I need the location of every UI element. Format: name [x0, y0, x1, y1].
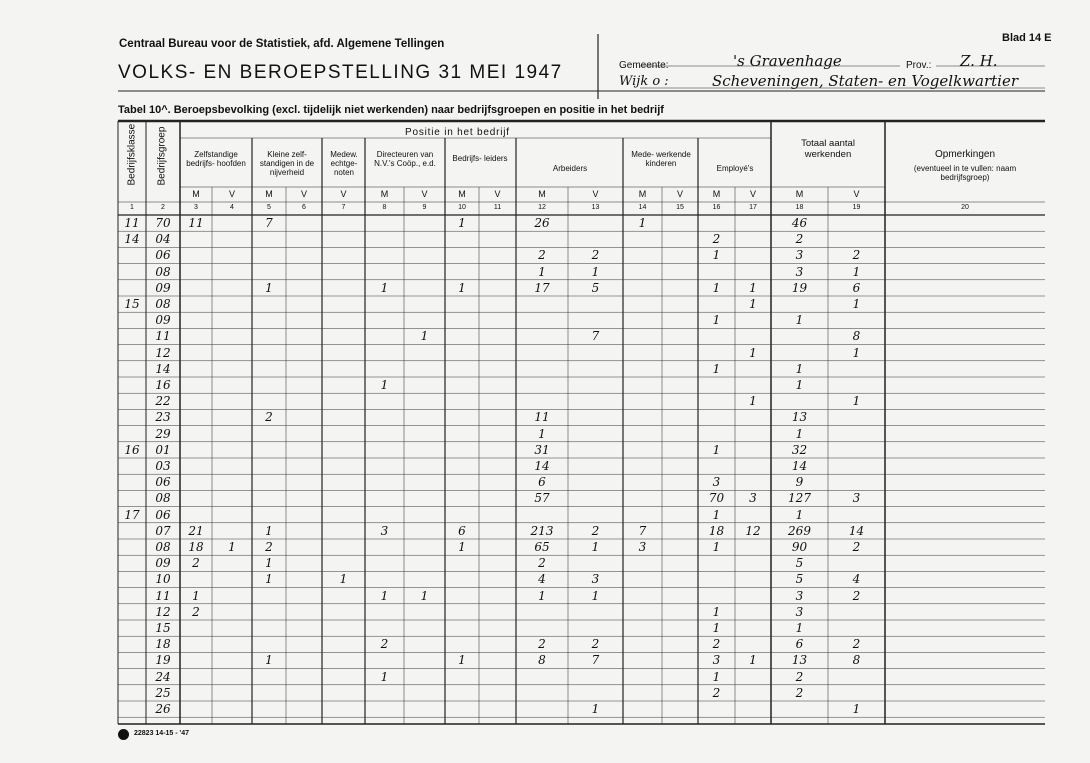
bedrijfsgroep-cell: 04 [155, 232, 171, 247]
value-cell: 269 [788, 523, 811, 538]
value-cell: 2 [852, 588, 861, 603]
bedrijfsgroep-cell: 09 [155, 556, 171, 571]
value-cell: 1 [265, 572, 273, 587]
form-title: VOLKS- EN BEROEPSTELLING 31 MEI 1947 [118, 62, 563, 83]
bedrijfsklasse-cell: 17 [124, 507, 140, 522]
value-cell: 2 [538, 556, 546, 571]
value-cell: 57 [534, 491, 550, 506]
value-cell: 1 [265, 523, 273, 538]
value-cell: 1 [749, 653, 757, 668]
value-cell: 1 [749, 280, 757, 295]
value-cell: 3 [795, 604, 804, 619]
value-cell: 1 [712, 507, 721, 522]
value-cell: 1 [712, 313, 721, 328]
bedrijfsgroep-cell: 07 [155, 523, 171, 538]
value-cell: 12 [745, 523, 761, 538]
value-cell: 2 [380, 637, 389, 652]
value-cell: 2 [192, 556, 200, 571]
value-cell: 90 [791, 540, 808, 554]
col-totaal: Totaal aantal werkenden [801, 138, 855, 160]
value-cell: 3 [638, 540, 647, 554]
value-cell: 1 [538, 426, 546, 441]
value-cell: 1 [712, 248, 721, 263]
value-cell: 17 [534, 280, 550, 295]
value-cell: 4 [852, 572, 861, 587]
value-cell: 1 [852, 702, 861, 716]
table-title: Tabel 10^. Beroepsbevolking (excl. tijdelijk niet werkenden) naar bedrijfsgroepen en positie in het bedrijf [118, 104, 664, 116]
value-cell: 1 [795, 621, 804, 635]
value-cell: 1 [380, 378, 389, 392]
col-leiders: Bedrijfs- leiders [452, 154, 508, 163]
gender-label: V [676, 189, 683, 199]
bedrijfsgroep-cell: 19 [155, 653, 171, 668]
district-label: Wijk o : [619, 74, 669, 89]
value-cell: 1 [852, 264, 861, 279]
column-number: 9 [422, 204, 427, 211]
province-label: Prov.: [906, 60, 932, 71]
bedrijfsgroep-cell: 01 [155, 442, 171, 457]
value-cell: 127 [788, 491, 811, 506]
value-cell: 1 [712, 280, 721, 295]
value-cell: 3 [380, 523, 389, 538]
value-cell: 2 [538, 248, 546, 263]
value-cell: 1 [380, 669, 389, 684]
value-cell: 1 [795, 378, 804, 392]
gender-label: M [538, 189, 546, 199]
bedrijfsgroep-cell: 25 [155, 685, 171, 700]
value-cell: 1 [712, 621, 721, 635]
bedrijfsgroep-cell: 06 [155, 475, 171, 490]
value-cell: 1 [749, 345, 757, 360]
value-cell: 8 [852, 653, 861, 668]
column-number: 4 [230, 204, 234, 211]
bedrijfsklasse-cell: 16 [124, 442, 140, 457]
col-directeuren: Directeuren van N.V.'s Coöp., e.d. [374, 150, 436, 168]
col-employes: Employé's [716, 164, 754, 173]
value-cell: 26 [534, 216, 550, 230]
value-cell: 2 [712, 685, 721, 700]
value-cell: 2 [591, 248, 600, 263]
value-cell: 3 [795, 248, 804, 263]
value-cell: 1 [458, 653, 466, 668]
value-cell: 18 [188, 540, 204, 554]
value-cell: 7 [265, 216, 273, 230]
value-cell: 1 [420, 588, 429, 603]
value-cell: 7 [638, 523, 647, 538]
value-cell: 2 [591, 523, 600, 538]
col-opmerkingen: Opmerkingen [934, 149, 996, 160]
bedrijfsgroep-cell: 24 [155, 669, 171, 684]
value-cell: 1 [852, 394, 861, 409]
bedrijfsgroep-cell: 11 [155, 588, 171, 603]
column-number: 6 [302, 204, 306, 211]
value-cell: 1 [712, 442, 721, 457]
value-cell: 8 [538, 653, 546, 668]
value-cell: 1 [265, 556, 273, 571]
value-cell: 1 [265, 653, 273, 668]
value-cell: 31 [534, 442, 550, 457]
bureau-logo-icon [118, 729, 129, 740]
value-cell: 1 [795, 507, 804, 522]
column-number: 11 [493, 204, 502, 211]
value-cell: 1 [795, 426, 804, 441]
column-number: 18 [795, 204, 804, 211]
value-cell: 1 [712, 540, 721, 554]
bedrijfsgroep-cell: 29 [155, 426, 171, 441]
value-cell: 3 [795, 588, 804, 603]
column-number: 13 [591, 204, 600, 211]
bedrijfsgroep-cell: 23 [155, 410, 171, 425]
gender-label: V [592, 189, 599, 199]
column-number: 1 [130, 204, 134, 211]
value-cell: 1 [749, 394, 757, 409]
bedrijfsgroep-cell: 08 [155, 297, 171, 311]
gender-label: V [228, 189, 235, 199]
value-cell: 13 [791, 410, 808, 425]
col-medew: Medew. echtge- noten [330, 150, 358, 177]
column-number: 20 [961, 204, 969, 211]
value-cell: 14 [791, 459, 808, 473]
value-cell: 2 [852, 248, 861, 263]
bedrijfsgroep-cell: 12 [155, 604, 171, 619]
value-cell: 3 [712, 475, 721, 490]
value-cell: 1 [458, 280, 466, 295]
column-number: 14 [638, 204, 647, 211]
value-cell: 5 [795, 556, 804, 571]
bedrijfsgroep-cell: 11 [155, 329, 171, 344]
bedrijfsgroep-cell: 09 [155, 280, 171, 295]
bedrijfsgroep-cell: 14 [155, 361, 171, 376]
value-cell: 6 [795, 637, 804, 652]
value-cell: 1 [749, 297, 757, 311]
column-number: 12 [538, 204, 546, 211]
bedrijfsgroep-cell: 06 [155, 507, 171, 522]
value-cell: 70 [708, 491, 725, 506]
value-cell: 1 [852, 345, 861, 360]
column-number: 17 [749, 204, 757, 211]
value-cell: 1 [795, 361, 804, 376]
value-cell: 2 [538, 637, 546, 652]
col-positie: Positie in het bedrijf [405, 127, 510, 138]
col-zelfstandige: Zelfstandige bedrijfs- hoofden [186, 150, 246, 168]
gender-label: M [380, 189, 389, 199]
value-cell: 1 [265, 280, 273, 295]
bedrijfsgroep-cell: 70 [155, 216, 171, 230]
column-number: 5 [267, 204, 271, 211]
bedrijfsgroep-cell: 08 [155, 264, 171, 279]
gender-label: V [340, 189, 347, 199]
value-cell: 1 [420, 329, 429, 344]
province-value: Z. H. [960, 52, 998, 70]
value-cell: 11 [534, 410, 550, 425]
value-cell: 7 [591, 329, 600, 344]
value-cell: 3 [795, 264, 804, 279]
value-cell: 1 [458, 540, 466, 554]
value-cell: 14 [848, 523, 865, 538]
value-cell: 1 [712, 669, 721, 684]
column-number: 10 [458, 204, 466, 211]
value-cell: 14 [534, 459, 550, 473]
value-cell: 13 [791, 653, 808, 668]
value-cell: 65 [534, 540, 550, 554]
gender-label: M [265, 189, 273, 199]
bedrijfsgroep-cell: 03 [155, 459, 171, 473]
value-cell: 3 [712, 653, 721, 668]
value-cell: 1 [638, 216, 647, 230]
col-arbeiders: Arbeiders [552, 164, 588, 173]
value-cell: 1 [538, 588, 546, 603]
value-cell: 2 [265, 410, 273, 425]
value-cell: 21 [188, 523, 204, 538]
value-cell: 3 [852, 491, 861, 506]
value-cell: 1 [591, 702, 600, 716]
value-cell: 6 [852, 280, 861, 295]
value-cell: 1 [591, 588, 600, 603]
municipality-label: Gemeente: [619, 60, 669, 71]
value-cell: 2 [712, 637, 721, 652]
value-cell: 2 [265, 540, 273, 554]
value-cell: 32 [791, 442, 808, 457]
bedrijfsgroep-cell: 09 [155, 313, 171, 328]
value-cell: 2 [712, 232, 721, 247]
column-number: 16 [712, 204, 721, 211]
value-cell: 2 [795, 232, 804, 247]
column-number: 19 [852, 204, 861, 211]
value-cell: 1 [339, 572, 348, 587]
value-cell: 2 [852, 637, 861, 652]
bedrijfsgroep-cell: 16 [155, 378, 171, 392]
bedrijfsgroep-cell: 06 [155, 248, 171, 263]
gender-label: M [192, 189, 200, 199]
gender-label: V [494, 189, 501, 199]
value-cell: 2 [192, 604, 200, 619]
bedrijfsgroep-cell: 08 [155, 491, 171, 506]
gender-label: V [749, 189, 756, 199]
value-cell: 1 [228, 540, 236, 554]
value-cell: 18 [708, 523, 725, 538]
value-cell: 3 [749, 491, 757, 506]
value-cell: 4 [538, 572, 546, 587]
value-cell: 5 [591, 280, 600, 295]
value-cell: 1 [591, 264, 600, 279]
column-number: 7 [341, 204, 346, 211]
bedrijfsgroep-cell: 08 [155, 540, 171, 554]
bedrijfsgroep-cell: 10 [155, 572, 171, 587]
district-value: Scheveningen, Staten- en Vogelkwartier [712, 72, 1018, 90]
print-code: 22823 14-15 - '47 [134, 730, 189, 737]
gender-label: M [458, 189, 466, 199]
gender-label: V [853, 189, 860, 199]
value-cell: 46 [791, 216, 808, 230]
value-cell: 213 [530, 523, 554, 538]
column-number: 3 [194, 204, 198, 211]
column-number: 8 [382, 204, 387, 211]
value-cell: 1 [852, 297, 861, 311]
col-bedrijfsklasse: Bedrijfsklasse [126, 123, 138, 186]
bedrijfsklasse-cell: 11 [124, 216, 140, 230]
bedrijfsgroep-cell: 26 [155, 702, 171, 716]
value-cell: 1 [192, 588, 200, 603]
value-cell: 6 [458, 523, 466, 538]
value-cell: 2 [591, 637, 600, 652]
municipality-value: 's Gravenhage [733, 52, 842, 70]
bedrijfsklasse-cell: 14 [124, 232, 140, 247]
value-cell: 1 [712, 604, 721, 619]
col-bedrijfsgroep: Bedrijfsgroep [156, 126, 168, 186]
gender-label: M [638, 189, 647, 199]
value-cell: 2 [795, 685, 804, 700]
value-cell: 11 [188, 216, 204, 230]
gender-label: V [300, 189, 307, 199]
value-cell: 5 [795, 572, 804, 587]
col-opmerkingen-note: (eventueel in te vullen: naam bedrijfsgroep) [913, 164, 1017, 182]
value-cell: 1 [380, 280, 389, 295]
value-cell: 6 [538, 475, 546, 490]
value-cell: 8 [852, 329, 861, 344]
value-cell: 1 [712, 361, 721, 376]
value-cell: 1 [795, 313, 804, 328]
col-mede: Mede- werkende kinderen [631, 150, 691, 168]
column-number: 2 [161, 204, 165, 211]
bedrijfsgroep-cell: 18 [155, 637, 171, 652]
value-cell: 3 [591, 572, 600, 587]
value-cell: 7 [591, 653, 600, 668]
bedrijfsgroep-cell: 12 [155, 345, 171, 360]
value-cell: 19 [791, 280, 808, 295]
gender-label: V [421, 189, 428, 199]
bedrijfsgroep-cell: 22 [155, 394, 171, 409]
bureau-name: Centraal Bureau voor de Statistiek, afd. Algemene Tellingen [119, 38, 445, 50]
value-cell: 1 [458, 216, 466, 230]
col-kleine: Kleine zelf- standigen in de nijverheid [259, 150, 315, 177]
value-cell: 1 [591, 540, 600, 554]
value-cell: 9 [795, 475, 804, 490]
value-cell: 2 [795, 669, 804, 684]
gender-label: M [795, 189, 804, 199]
value-cell: 1 [380, 588, 389, 603]
column-number: 15 [676, 204, 684, 211]
value-cell: 2 [852, 540, 861, 554]
sheet-number: Blad 14 E [1002, 32, 1052, 44]
gender-label: M [712, 189, 721, 199]
value-cell: 1 [538, 264, 546, 279]
bedrijfsklasse-cell: 15 [124, 297, 140, 311]
bedrijfsgroep-cell: 15 [155, 621, 171, 635]
